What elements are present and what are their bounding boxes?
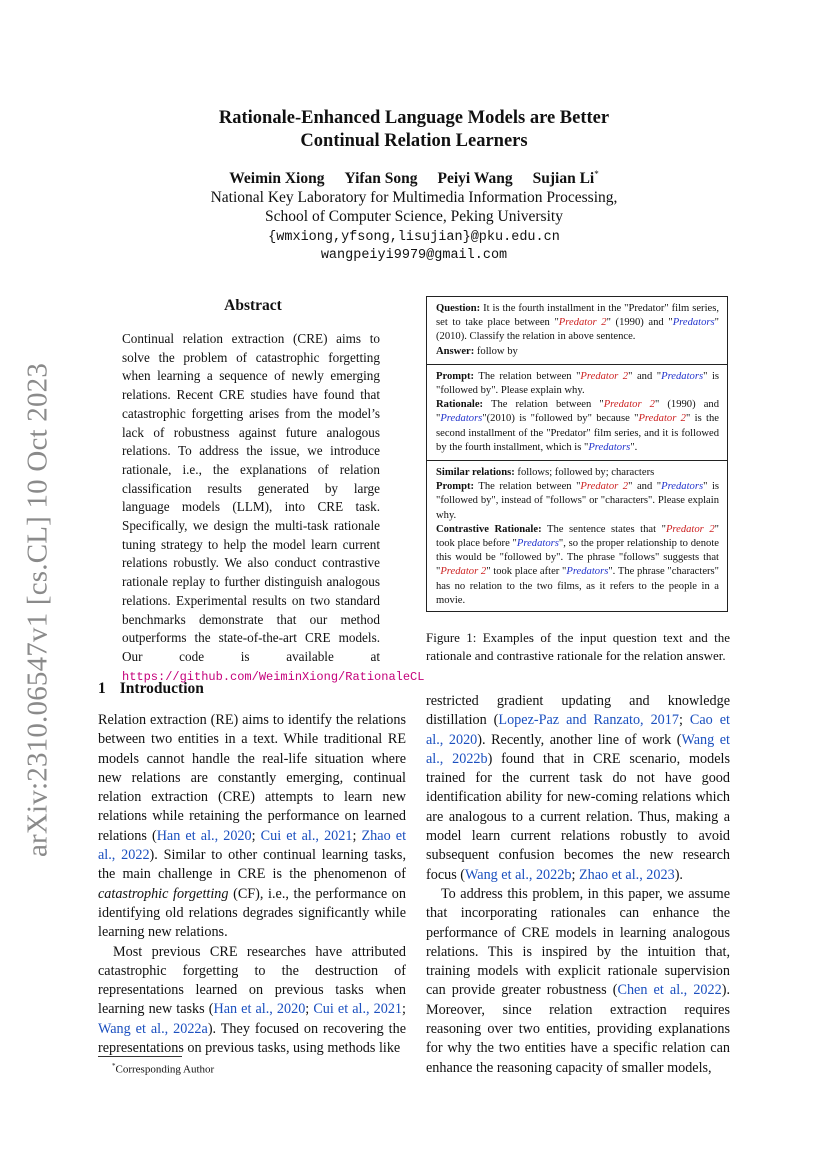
- paper-title-line1: Rationale-Enhanced Language Models are Better: [218, 108, 610, 128]
- prompt-label: Prompt:: [436, 370, 475, 382]
- figure-contrastive-section: [427, 461, 727, 613]
- body-text: ;: [352, 827, 362, 844]
- citation-link[interactable]: Cui et al., 2021: [260, 827, 353, 844]
- head-entity: Predator 2: [638, 413, 686, 425]
- abstract-text: Continual relation extraction (CRE) aims to solve the problem of catastrophic forgetting when learning a sequence of newly emerging relations. Recent CRE studies have found that catastrophic forgetting arises from the model’s lack of robustness against future analogous relations. To address the issue, we introduce rationale, i.e., the explanations of relation classification results generated by large language models (LLM), into CRE task. Specifically, we design the multi-task rationale tuning strategy to help the model learn current relations robustly. We also conduct contrastive rationale replay to further distinguish analogous relations. Experimental results on two standard benchmarks demonstrate that our method outperforms the state-of-the-art CRE models. Our code is available at: [122, 331, 380, 664]
- body-text: ). Moreover, since relation extraction requires reasoning over two entities, providing explanations for why the two entities have a specific relation can enhance the reasoning capacity of smaller models,: [426, 982, 730, 1076]
- body-text: ;: [251, 827, 261, 844]
- author-name: Sujian Li: [532, 170, 595, 188]
- figure-rationale-section: [427, 365, 727, 461]
- citation-link[interactable]: Lopez-Paz and Ranzato, 2017: [498, 712, 679, 729]
- body-text: Relation extraction (RE) aims to identify the relations between two entities in a text. While traditional RE models cannot handle the real-life situation where new relations are constantly emerging, continual relation extraction (CRE) attempts to learn new relations while retaining the performance on learned relations (: [98, 712, 406, 844]
- citation-link[interactable]: Han et al., 2020: [156, 827, 252, 844]
- citation-link[interactable]: Zhao et al., 2022: [98, 827, 407, 864]
- footnote-rule: [98, 1056, 182, 1057]
- tail-entity: Predators: [440, 413, 483, 425]
- contrastive-rationale-label: Contrastive Rationale:: [436, 523, 542, 535]
- citation-link[interactable]: Cui et al., 2021: [313, 1001, 403, 1018]
- head-entity: Predator 2: [440, 566, 487, 578]
- citation-link[interactable]: Wang et al., 2022a: [98, 1020, 208, 1037]
- body-text: ;: [678, 712, 690, 729]
- body-text: ). Recently, another line of work (: [477, 731, 682, 748]
- paper-title-line2: Continual Relation Learners: [300, 131, 528, 151]
- answer-text: follow by: [476, 345, 518, 357]
- citation-link[interactable]: Chen et al., 2022: [617, 982, 722, 999]
- author-name: Peiyi Wang: [437, 170, 513, 188]
- section-heading-introduction: [98, 680, 204, 698]
- body-text: ). Similar to other continual learning tasks, the main challenge in CRE is the phenomenon of: [98, 847, 406, 883]
- citation-link[interactable]: Han et al., 2020: [213, 1001, 306, 1018]
- prompt-text: The relation between ": [478, 370, 581, 382]
- body-text: ). They focused on recovering the representations on previous tasks, using methods like: [98, 1020, 406, 1057]
- arxiv-identifier-stamp: arXiv:2310.06547v1 [cs.CL] 10 Oct 2023: [21, 362, 54, 858]
- footnote-mark: *: [112, 1062, 116, 1070]
- prompt-text: " is "followed by". Please explain why.: [436, 370, 720, 397]
- rationale-text: The relation between ": [490, 399, 604, 411]
- code-link[interactable]: https://github.com/WeiminXiong/RationaleCL: [122, 669, 425, 684]
- head-entity: Predator 2: [580, 370, 629, 382]
- head-entity: Predator 2: [603, 399, 655, 411]
- rationale-text: " (1990) and ": [436, 399, 719, 425]
- head-entity: Predator 2: [558, 317, 607, 329]
- figure-1-caption: Figure 1: Examples of the input question text and the rationale and contrastive rationale for the relation answer.: [426, 630, 730, 663]
- tail-entity: Predators: [661, 370, 704, 382]
- tail-entity: Predators: [672, 317, 715, 329]
- citation-link[interactable]: Cao et al., 2020: [426, 712, 730, 748]
- question-label: Question:: [436, 303, 481, 314]
- body-text: ;: [402, 1001, 406, 1018]
- rationale-text: "(2010) is "followed by" because ": [482, 413, 639, 425]
- section-title: Introduction: [119, 680, 204, 697]
- author-name: Weimin Xiong: [229, 170, 325, 188]
- contrastive-text: " took place after ": [486, 566, 567, 578]
- intro-left-column: [98, 711, 406, 1058]
- prompt-label: Prompt:: [436, 481, 475, 493]
- prompt-text: The relation between ": [478, 481, 581, 493]
- body-text: ).: [674, 866, 683, 883]
- affiliation-line2: School of Computer Science, Peking University: [265, 208, 563, 225]
- citation-link[interactable]: Wang et al., 2022b: [426, 731, 730, 767]
- body-text: Most previous CRE researches have attributed catastrophic forgetting to the destruction of representations learned on previous tasks when learning new tasks (: [98, 943, 406, 1018]
- abstract-body: [122, 330, 425, 686]
- contrastive-text: ", so the proper relationship to denote this would be "followed by". The phrase "follows" suggests that ": [436, 538, 719, 578]
- similar-relations-text: follows; followed by; characters: [517, 467, 655, 479]
- author-name: Yifan Song: [344, 170, 418, 188]
- prompt-text: " and ": [628, 481, 662, 493]
- head-entity: Predator 2: [580, 481, 629, 493]
- author-email: wangpeiyi9979@gmail.com: [320, 248, 508, 263]
- emphasized-term: catastrophic forgetting: [98, 885, 229, 902]
- prompt-text: " is "followed by", instead of "follows" or "characters". Please explain why.: [436, 481, 720, 521]
- body-text: restricted gradient updating and knowledge distillation (: [426, 693, 730, 729]
- body-text: To address this problem, in this paper, we assume that incorporating rationales can enhance the performance of CRE models in learning analogous relations. This is inspired by the intuition that, training models with explicit rationale supervision can provide greater robustness (: [426, 885, 730, 999]
- tail-entity: Predators: [516, 538, 559, 550]
- tail-entity: Predators: [661, 481, 704, 493]
- question-text: " (2010). Classify the relation in above sentence.: [436, 317, 719, 343]
- head-entity: Predator 2: [665, 523, 715, 535]
- figure-question-section: [427, 297, 727, 365]
- author-email: {wmxiong,yfsong,lisujian}@pku.edu.cn: [268, 230, 560, 245]
- rationale-text: " is the second installment of the "Predator" film series, and it is followed by the fourth installment, which is ": [436, 413, 720, 453]
- rationale-label: Rationale:: [436, 399, 484, 411]
- figure-1-box: [426, 296, 728, 612]
- question-text: " (1990) and ": [606, 317, 673, 329]
- intro-right-column: [426, 692, 730, 1078]
- question-text: It is the fourth installment in the "Predator" film series, set to take place between ": [436, 303, 719, 329]
- section-number: 1: [98, 680, 106, 697]
- prompt-text: " and ": [628, 370, 662, 382]
- contrastive-text: ". The phrase "characters" has no relation to the two films, as it refers to the people in a movie.: [436, 566, 719, 606]
- footnote-text: Corresponding Author: [115, 1063, 215, 1076]
- author-list: [0, 169, 828, 188]
- affiliation-line1: National Key Laboratory for Multimedia Information Processing,: [210, 189, 618, 206]
- similar-relations-label: Similar relations:: [436, 467, 515, 479]
- body-text: ;: [571, 866, 579, 883]
- answer-label: Answer:: [436, 345, 475, 357]
- body-text: (CF), i.e., the performance on identifying old relations degrades significantly while learning new relations.: [98, 885, 406, 941]
- contrastive-text: The sentence states that ": [546, 523, 666, 535]
- contrastive-text: " took place before ": [436, 523, 719, 550]
- body-text: ;: [305, 1001, 314, 1018]
- abstract-heading: Abstract: [224, 297, 282, 314]
- citation-link[interactable]: Zhao et al., 2023: [578, 866, 675, 883]
- tail-entity: Predators: [566, 566, 609, 578]
- tail-entity: Predators: [588, 441, 631, 453]
- citation-link[interactable]: Wang et al., 2022b: [465, 866, 572, 883]
- corresponding-author-mark: *: [594, 169, 599, 179]
- body-text: ) found that in CRE scenario, models trained for the current task do not have good identification ability for new-coming relations which are analogous to a current relation. Thus, making a model learn current relations robustly to avoid subsequent confusion becomes the new research focus (: [426, 750, 730, 883]
- rationale-text: ".: [630, 441, 638, 453]
- footnote: [112, 1062, 214, 1076]
